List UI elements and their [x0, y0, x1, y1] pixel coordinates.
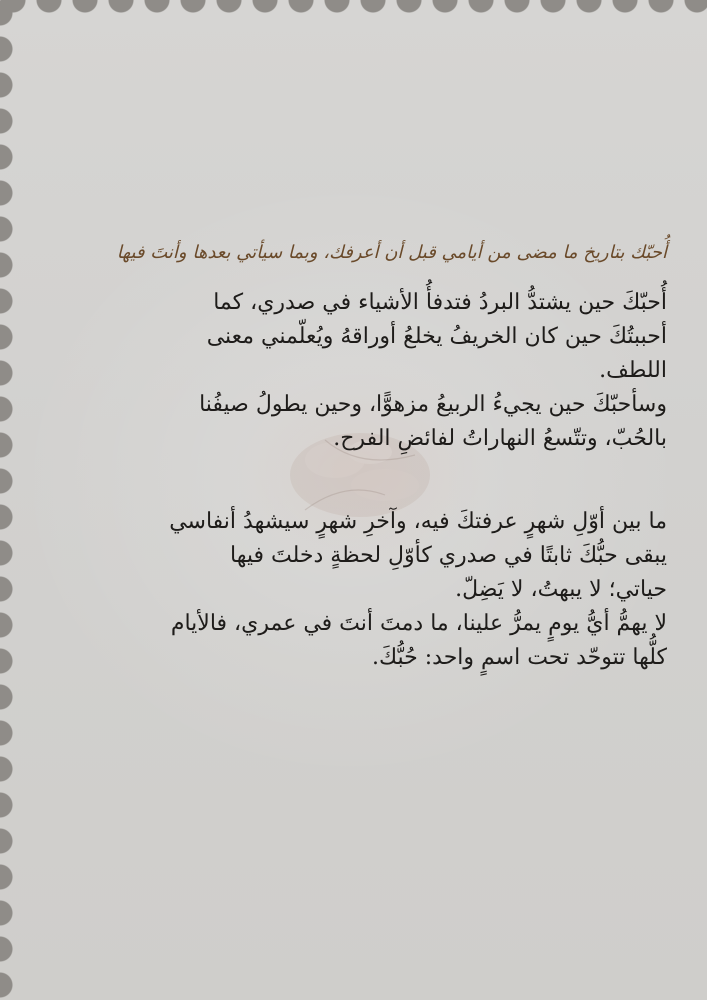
perforated-left-edge	[0, 0, 13, 1000]
paragraph-2-line: يبقى حبُّكَ ثابتًا في صدري كأوّلِ لحظةٍ دخلتَ فيها	[230, 543, 667, 568]
perforated-top-edge	[0, 0, 707, 13]
paragraph-2-line: حياتي؛ لا يبهتُ، لا يَضِلّ.	[455, 577, 667, 602]
paragraph-1-line: أحببتُكَ حين كان الخريفُ يخلعُ أوراقهُ ويُعلّمني معنى	[206, 324, 667, 349]
paragraph-1-line: اللطف.	[599, 358, 667, 383]
intro-line: أُحبّك بتاريخ ما مضى من أيامي قبل أن أعرفك، وبما سيأتي بعدها وأنتَ فيها	[116, 242, 667, 263]
paragraph-2-line: كلُّها تتوحّد تحت اسمٍ واحد: حُبُّكَ.	[371, 645, 667, 670]
paragraph-1-line: بالحُبّ، وتتّسعُ النهاراتُ لفائضِ الفرح.	[333, 426, 667, 451]
paragraph-2-line: ما بين أوّلِ شهرٍ عرفتكَ فيه، وآخرِ شهرٍ سيشهدُ أنفاسي	[169, 509, 667, 534]
paragraph-1-line: أُحبّكَ حين يشتدُّ البردُ فتدفأُ الأشياء في صدري، كما	[213, 290, 667, 315]
paragraph-1-line: وسأحبّكَ حين يجيءُ الربيعُ مزهوًّا، وحين يطولُ صيفُنا	[199, 392, 667, 417]
paragraph-2-line: لا يهمُّ أيُّ يومٍ يمرُّ علينا، ما دمتَ أنتَ في عمري، فالأيام	[170, 611, 667, 636]
paragraph-1	[67, 286, 667, 456]
paragraph-2	[67, 505, 667, 675]
